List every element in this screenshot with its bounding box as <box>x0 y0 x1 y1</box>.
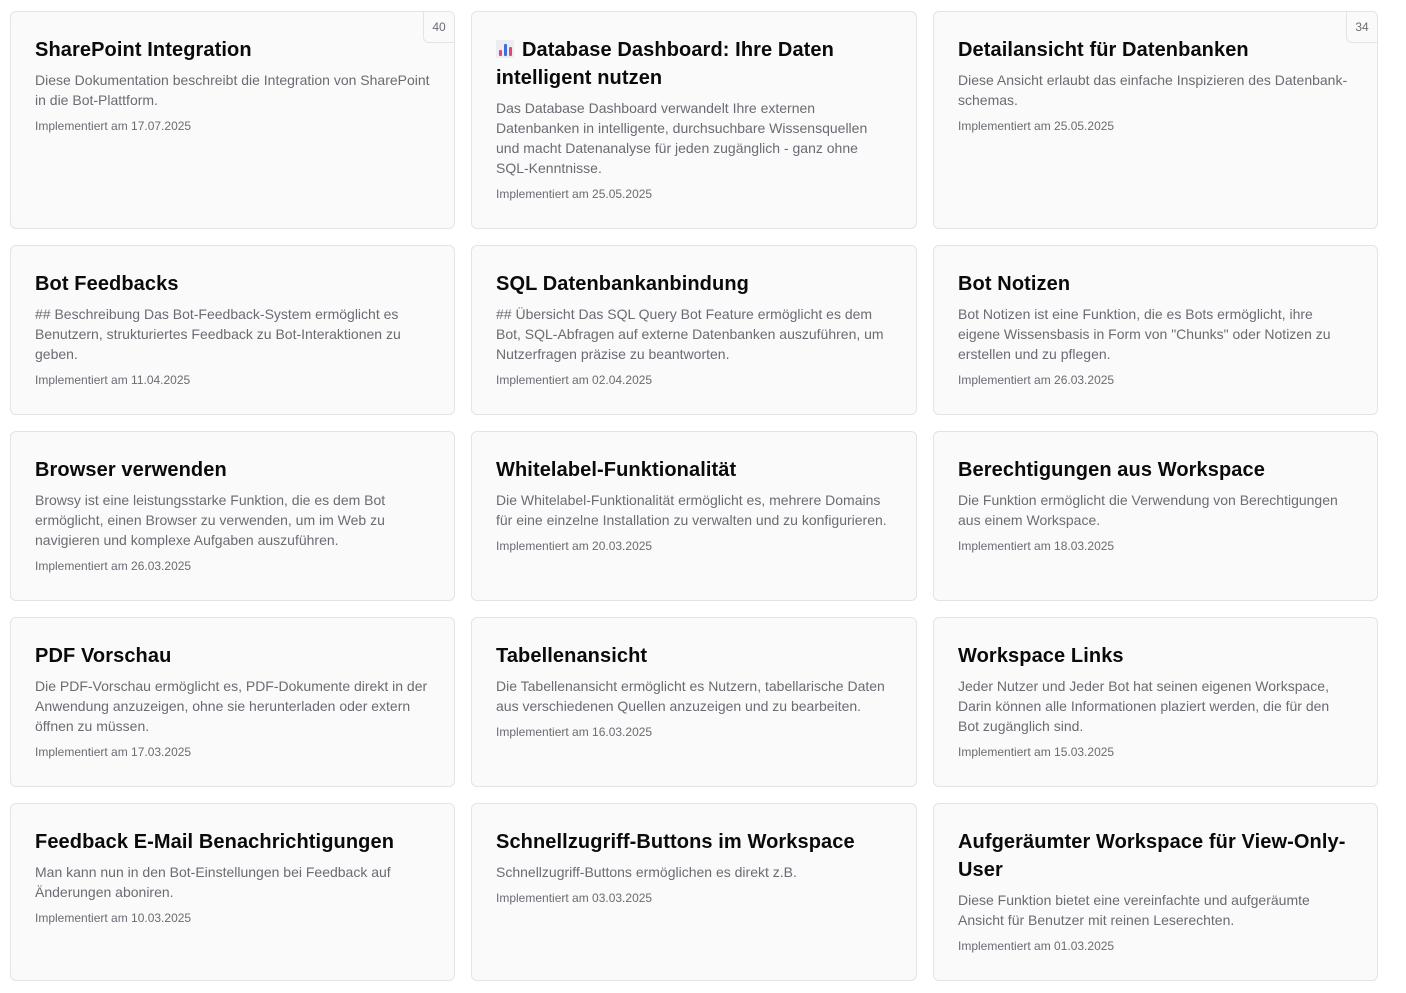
count-badge: 34 <box>1346 11 1378 43</box>
card-date: Implementiert am 11.04.2025 <box>35 373 191 387</box>
feature-card-berechtigungen-workspace[interactable] <box>933 431 1378 601</box>
card-date: Implementiert am 20.03.2025 <box>496 539 653 553</box>
card-date: Implementiert am 15.03.2025 <box>958 745 1115 759</box>
card-date: Implementiert am 03.03.2025 <box>496 891 653 905</box>
card-description: Schnellzugriff-Buttons ermöglichen es direkt z.B. <box>496 864 797 880</box>
card-description: Die PDF-Vorschau ermöglicht es, PDF-Dokumente direkt in der Anwendung anzuzeigen, ohne sie herunterladen oder extern öffnen zu müssen. <box>35 678 428 734</box>
card-description: Das Database Dashboard verwandelt Ihre externen Datenbanken in intelligente, durchsuchbare Wissensquellen und macht Datenanalyse für jeden zugänglich - ganz ohne SQL-Kenntnisse. <box>496 100 868 176</box>
card-title: Whitelabel-Funktionalität <box>496 459 737 481</box>
card-description: Die Whitelabel-Funktionalität ermöglicht es, mehrere Domains für eine einzelne Installation zu verwalten und zu konfigurieren. <box>496 492 887 528</box>
card-description: Die Funktion ermöglicht die Verwendung von Berechtigungen aus einem Workspace. <box>958 492 1338 528</box>
card-title: Detailansicht für Datenbanken <box>958 39 1249 61</box>
card-title: Workspace Links <box>958 645 1124 667</box>
card-title: Bot Notizen <box>958 273 1071 295</box>
card-description: Jeder Nutzer und Jeder Bot hat seinen eigenen Workspace, Darin können alle Informationen plaziert werden, die für den Bot zugänglich sind. <box>958 678 1330 734</box>
card-title: SharePoint Integration <box>35 39 252 61</box>
feature-card-feedback-email[interactable] <box>10 803 455 981</box>
feature-card-schnellzugriff-buttons[interactable] <box>471 803 917 981</box>
card-date: Implementiert am 10.03.2025 <box>35 911 192 925</box>
card-title: Browser verwenden <box>35 459 227 481</box>
card-description: Die Tabellenansicht ermöglicht es Nutzern, tabellarische Daten aus verschiedenen Quellen anzuzeigen und zu bearbeiten. <box>496 678 885 714</box>
card-date: Implementiert am 18.03.2025 <box>958 539 1115 553</box>
feature-card-whitelabel[interactable] <box>471 431 917 601</box>
feature-card-tabellenansicht[interactable] <box>471 617 917 787</box>
card-date: Implementiert am 01.03.2025 <box>958 939 1115 953</box>
card-title-text: Database Dashboard: Ihre Daten intelligent nutzen <box>496 39 834 89</box>
card-description: ## Übersicht Das SQL Query Bot Feature ermöglicht es dem Bot, SQL-Abfragen auf externe Datenbanken auszuführen, um Nutzerfragen präzise zu beantworten. <box>496 306 884 362</box>
feature-card-browser-verwenden[interactable] <box>10 431 455 601</box>
card-title: SQL Datenbankanbindung <box>496 273 749 295</box>
card-date: Implementiert am 25.05.2025 <box>958 119 1115 133</box>
feature-card-sql-datenbankanbindung[interactable] <box>471 245 917 415</box>
card-date: Implementiert am 17.07.2025 <box>35 119 192 133</box>
card-description: Diese Dokumentation beschreibt die Integration von SharePoint in die Bot-Plattform. <box>35 72 430 108</box>
feature-card-sharepoint-integration[interactable] <box>10 11 455 229</box>
card-title: Aufgeräumter Workspace für View-Only-User <box>958 831 1346 881</box>
card-date: Implementiert am 26.03.2025 <box>35 559 192 573</box>
card-description: Browsy ist eine leistungsstarke Funktion, die es dem Bot ermöglicht, einen Browser zu verwenden, um im Web zu navigieren und komplexe Aufgaben auszuführen. <box>35 492 386 548</box>
card-date: Implementiert am 16.03.2025 <box>496 725 653 739</box>
feature-card-bot-notizen[interactable] <box>933 245 1378 415</box>
feature-card-detailansicht-datenbanken[interactable] <box>933 11 1378 229</box>
card-description: ## Beschreibung Das Bot-Feedback-System ermöglicht es Benutzern, strukturiertes Feedback zu Bot-Interaktionen zu geben. <box>35 306 401 362</box>
card-title: Tabellenansicht <box>496 645 648 667</box>
feature-card-database-dashboard[interactable] <box>471 11 917 229</box>
card-title: Berechtigungen aus Workspace <box>958 459 1265 481</box>
card-description: Diese Funktion bietet eine vereinfachte und aufgeräumte Ansicht für Benutzer mit reinen Leserechten. <box>958 892 1310 928</box>
bar-chart-icon <box>496 40 514 58</box>
feature-card-view-only-workspace[interactable] <box>933 803 1378 981</box>
card-date: Implementiert am 02.04.2025 <box>496 373 653 387</box>
count-badge: 40 <box>423 11 455 43</box>
card-date: Implementiert am 26.03.2025 <box>958 373 1115 387</box>
card-date: Implementiert am 25.05.2025 <box>496 187 653 201</box>
card-title: Feedback E-Mail Benachrichtigungen <box>35 831 395 853</box>
card-description: Bot Notizen ist eine Funktion, die es Bots ermöglicht, ihre eigene Wissensbasis in Form von "Chunks" oder Notizen zu erstellen und zu pflegen. <box>958 306 1331 362</box>
card-title <box>496 36 892 92</box>
feature-card-grid <box>10 11 1378 981</box>
card-title: Schnellzugriff-Buttons im Workspace <box>496 831 855 853</box>
card-title: PDF Vorschau <box>35 645 172 667</box>
feature-card-pdf-vorschau[interactable] <box>10 617 455 787</box>
card-title: Bot Feedbacks <box>35 273 179 295</box>
card-description: Man kann nun in den Bot-Einstellungen bei Feedback auf Änderungen aboniren. <box>35 864 391 900</box>
card-description: Diese Ansicht erlaubt das einfache Inspizieren des Datenbank-schemas. <box>958 72 1348 108</box>
feature-card-workspace-links[interactable] <box>933 617 1378 787</box>
card-date: Implementiert am 17.03.2025 <box>35 745 192 759</box>
feature-card-bot-feedbacks[interactable] <box>10 245 455 415</box>
